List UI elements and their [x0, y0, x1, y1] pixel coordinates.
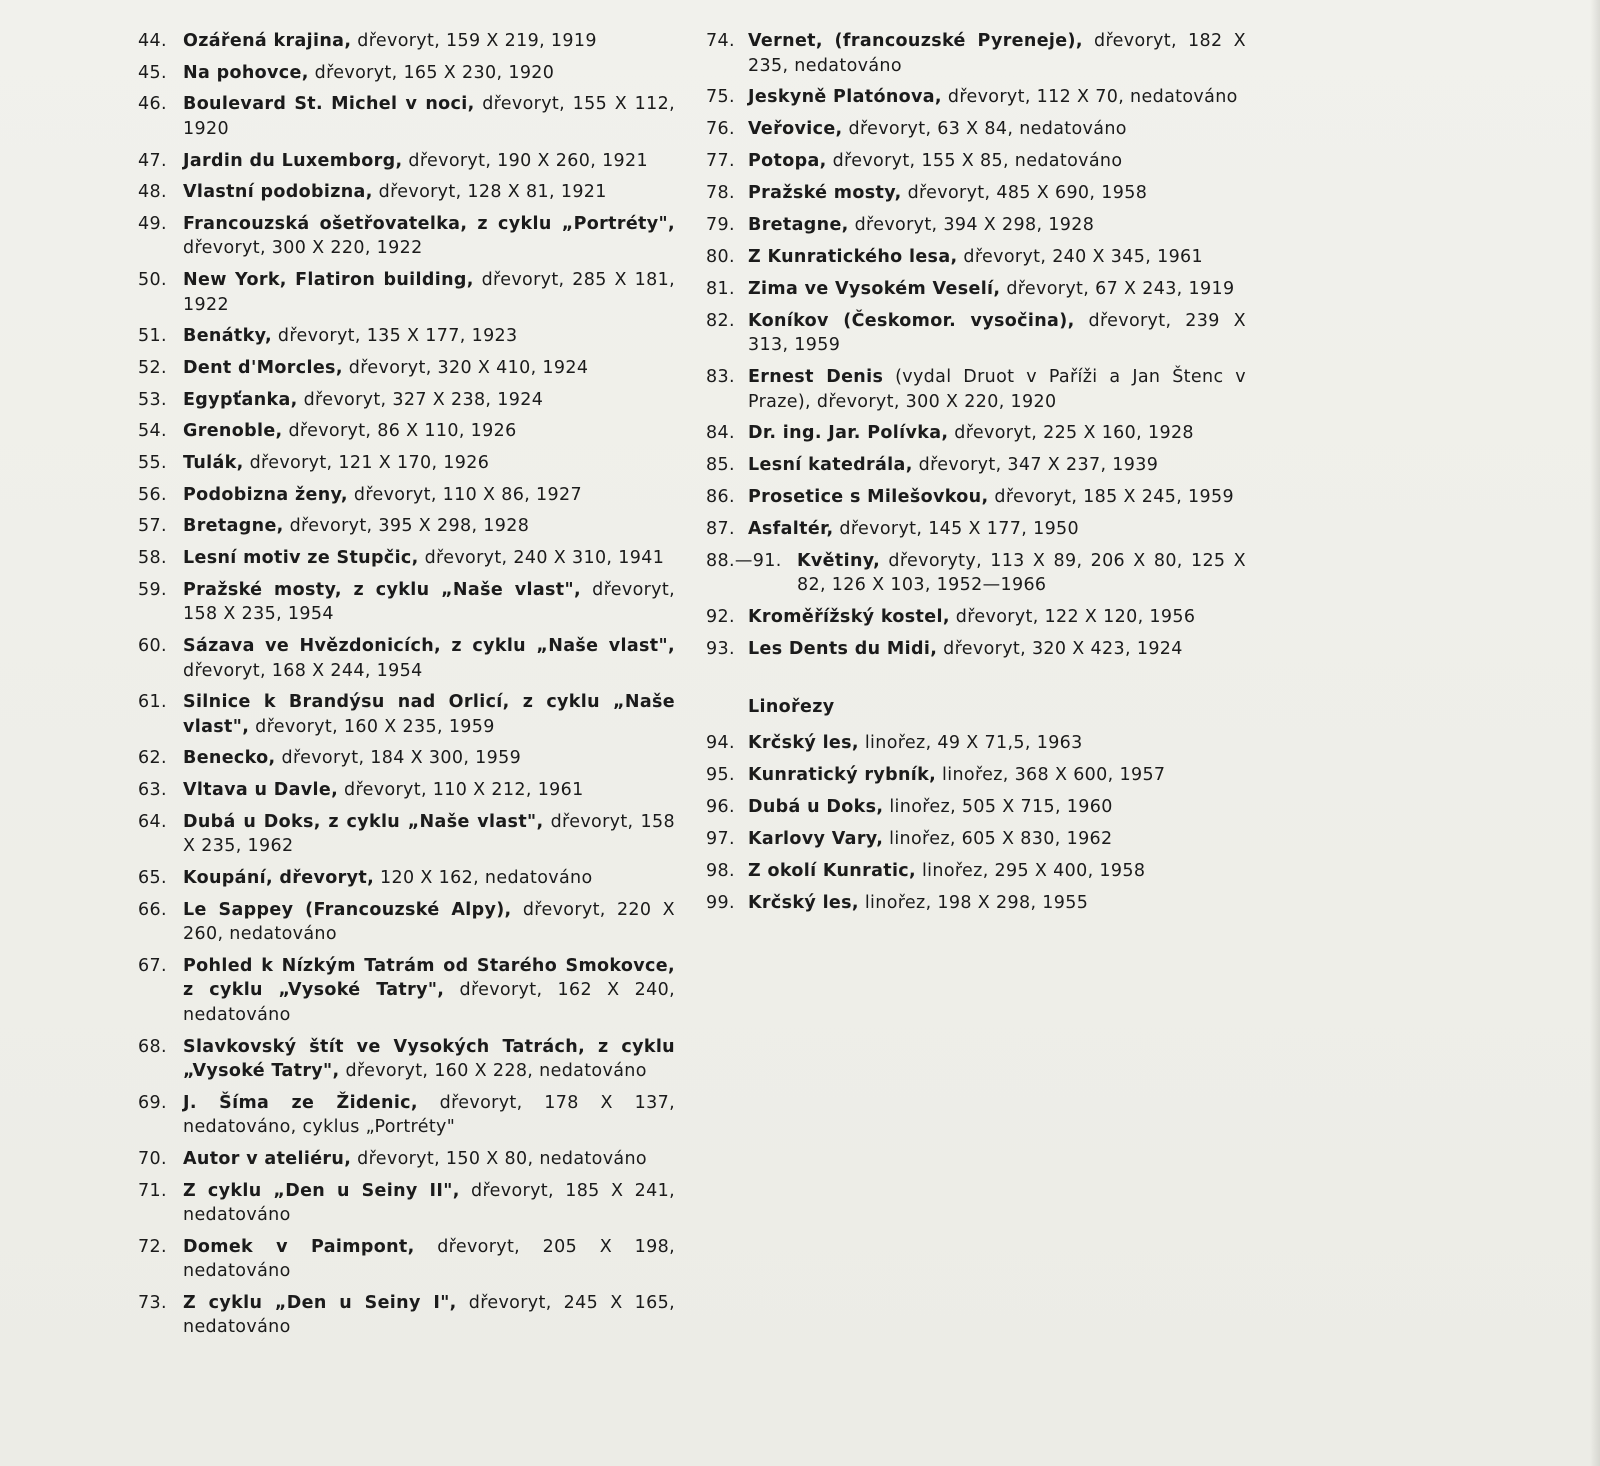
entry-title: Kunratický rybník,: [748, 765, 937, 786]
entry-title: Podobizna ženy,: [183, 484, 348, 505]
entry-title: New York, Flatiron building,: [183, 270, 474, 291]
entry-number: 75.: [706, 87, 735, 108]
entry-details: dřevoryt, 240 X 345, 1961: [963, 246, 1204, 267]
entry-description: [748, 731, 1246, 756]
entry-description: [748, 213, 1246, 238]
catalog-entry: [138, 898, 675, 947]
catalog-entry: [138, 451, 675, 476]
entry-details: dřevoryt, 239 X 313, 1959: [748, 310, 1246, 356]
catalog-entry: [138, 778, 675, 803]
entry-title: Le Sappey (Francouzské Alpy),: [183, 899, 512, 920]
entry-description: [183, 1291, 675, 1340]
entry-description: [183, 746, 675, 771]
entry-description: [797, 549, 1246, 598]
entry-title: Pražské mosty, z cyklu „Naše vlast",: [183, 579, 581, 600]
catalog-entry: [138, 149, 675, 174]
linocut-list: [706, 731, 1246, 915]
section-heading-linorezy: Linořezy: [748, 696, 835, 717]
entry-description: [748, 795, 1246, 820]
entry-details: dřevoryt, 485 X 690, 1958: [907, 183, 1148, 204]
entry-number: 55.: [138, 453, 167, 474]
entry-title: Z cyklu „Den u Seiny I",: [183, 1292, 457, 1313]
entry-details: dřevoryt, 320 X 423, 1924: [943, 639, 1183, 660]
entry-title: Koupání, dřevoryt,: [183, 867, 375, 888]
entry-title: Lesní katedrála,: [748, 455, 913, 476]
entry-number: 97.: [706, 828, 735, 849]
entry-title: Z Kunratického lesa,: [748, 246, 958, 267]
entry-description: [183, 388, 675, 413]
entry-number: 98.: [706, 860, 735, 881]
entry-description: [183, 578, 675, 627]
catalog-entry: [706, 149, 1246, 174]
entry-details: dřevoryt, 184 X 300, 1959: [281, 748, 522, 769]
entry-details: dřevoryt, 155 X 85, nedatováno: [832, 151, 1123, 172]
entry-title: Silnice k Brandýsu nad Orlicí, z cyklu „Naše vlast",: [183, 692, 675, 737]
catalog-entry: [138, 690, 675, 739]
entry-number: 56.: [138, 484, 167, 505]
entry-title: Vlastní podobizna,: [183, 182, 373, 203]
entry-title: Na pohovce,: [183, 62, 309, 83]
entry-title: Koníkov (Českomor. vysočina),: [748, 310, 1075, 331]
entry-title: Dubá u Doks,: [748, 797, 884, 818]
entry-description: [183, 149, 675, 174]
catalog-entry: [706, 763, 1246, 788]
entry-details: dřevoryt, 190 X 260, 1921: [408, 150, 649, 171]
entry-details: linořez, 605 X 830, 1962: [889, 828, 1113, 849]
entry-description: [183, 356, 675, 381]
entry-number: 82.: [706, 310, 735, 331]
catalog-entry: [706, 421, 1246, 446]
entry-description: [183, 268, 675, 317]
entry-details: dřevoryt, 145 X 177, 1950: [839, 519, 1080, 540]
entry-description: [183, 1235, 675, 1284]
entry-description: [748, 309, 1246, 358]
entry-title: Krčský les,: [748, 733, 859, 754]
entry-details: dřevoryt, 285 X 181, 1922: [183, 270, 675, 315]
entry-details: dřevoryt, 327 X 238, 1924: [303, 389, 544, 410]
entry-number: 52.: [138, 358, 167, 378]
catalog-entry: [138, 546, 675, 571]
entry-title: Kroměřížský kostel,: [748, 607, 950, 628]
catalog-entry: [706, 213, 1246, 238]
catalog-entry: [138, 1035, 675, 1084]
entry-details: dřevoryt, 121 X 170, 1926: [249, 453, 490, 474]
entry-title: Sázava ve Hvězdonicích, z cyklu „Naše vlast",: [183, 636, 675, 656]
entry-number: 80.: [706, 246, 735, 267]
entry-description: [748, 85, 1246, 110]
entry-details: dřevoryt, 168 X 244, 1954: [183, 660, 423, 681]
entry-number: 84.: [706, 423, 735, 444]
entry-description: [183, 690, 675, 739]
entry-number: 76.: [706, 119, 735, 140]
entry-number: 81.: [706, 278, 735, 299]
entry-number: 53.: [138, 389, 167, 410]
entry-description: [748, 181, 1246, 206]
entry-description: [183, 92, 675, 141]
catalog-entry: [706, 891, 1246, 916]
entry-details: dřevoryt, 135 X 177, 1923: [277, 326, 518, 347]
entry-number: 79.: [706, 214, 735, 235]
entry-details: dřevoryt, 394 X 298, 1928: [854, 214, 1095, 235]
entry-title: Lesní motiv ze Stupčic,: [183, 548, 419, 569]
catalog-entry: [706, 485, 1246, 510]
entry-description: [183, 514, 675, 539]
entry-title: Jardin du Luxemborg,: [183, 150, 403, 171]
entry-description: [183, 419, 675, 444]
entry-number: 64.: [138, 811, 167, 832]
entry-description: [183, 1179, 675, 1228]
entry-title: Slavkovský štít ve Vysokých Tatrách, z cyklu „Vysoké Tatry",: [183, 1036, 675, 1081]
entry-number: 95.: [706, 765, 735, 786]
entry-number: 44.: [138, 31, 167, 51]
entry-details: dřevoryt, 158 X 235, 1962: [183, 811, 675, 857]
entry-details: (vydal Druot v Paříži a Jan Štenc v Praze), dřevoryt, 300 X 220, 1920: [748, 367, 1246, 412]
entry-title: Jeskyně Platónova,: [748, 87, 942, 108]
entry-details: linořez, 295 X 400, 1958: [921, 860, 1146, 881]
entry-details: dřevoryt, 240 X 310, 1941: [424, 548, 665, 569]
entry-title: Z cyklu „Den u Seiny II",: [183, 1180, 460, 1201]
catalog-entry: [706, 549, 1246, 598]
entry-title: Dr. ing. Jar. Polívka,: [748, 423, 949, 444]
entry-description: [748, 605, 1246, 630]
catalog-entry: [138, 324, 675, 349]
entry-details: dřevoryt, 395 X 298, 1928: [289, 516, 530, 537]
entry-description: [748, 117, 1246, 142]
entry-number: 94.: [706, 733, 735, 754]
entry-title: Boulevard St. Michel v noci,: [183, 94, 475, 115]
catalog-entry: [138, 180, 675, 205]
catalog-entry: [706, 859, 1246, 884]
entry-details: linořez, 505 X 715, 1960: [889, 797, 1113, 818]
catalog-entry: [138, 212, 675, 261]
entry-title: Egypťanka,: [183, 389, 298, 410]
entry-title: Veřovice,: [748, 119, 843, 140]
entry-title: Benecko,: [183, 748, 276, 769]
catalog-entry: [706, 731, 1246, 756]
entry-number: 50.: [138, 270, 167, 291]
entry-number: 51.: [138, 326, 167, 347]
catalog-entry: [706, 795, 1246, 820]
entry-number: 83.: [706, 367, 735, 388]
entry-number: 93.: [706, 639, 735, 660]
catalog-entry: [706, 309, 1246, 358]
entry-title: Dubá u Doks, z cyklu „Naše vlast",: [183, 811, 544, 832]
entry-number: 72.: [138, 1236, 167, 1257]
entry-title: Bretagne,: [748, 214, 849, 235]
entry-description: [748, 517, 1246, 542]
entry-number: 92.: [706, 607, 735, 628]
catalog-entry: [706, 117, 1246, 142]
entry-details: dřevoryt, 150 X 80, nedatováno: [357, 1148, 647, 1169]
entry-details: dřevoryt, 86 X 110, 1926: [288, 421, 517, 442]
entry-details: linořez, 198 X 298, 1955: [864, 892, 1089, 913]
entry-number: 60.: [138, 636, 167, 656]
entry-details: dřevoryt, 185 X 245, 1959: [994, 487, 1234, 508]
entry-description: [748, 421, 1246, 446]
entry-title: Les Dents du Midi,: [748, 639, 938, 660]
entry-details: dřevoryt, 162 X 240, nedatováno: [183, 980, 675, 1025]
catalog-entry: [706, 29, 1246, 78]
entry-number: 67.: [138, 955, 167, 976]
entry-title: Autor v ateliéru,: [183, 1148, 352, 1169]
entry-details: dřevoryt, 63 X 84, nedatováno: [848, 119, 1127, 140]
right-column: [706, 29, 1246, 923]
entry-details: dřevoryt, 245 X 165, nedatováno: [183, 1292, 675, 1338]
catalog-entry: [138, 1147, 675, 1172]
entry-details: dřevoryt, 112 X 70, nedatováno: [947, 87, 1238, 108]
entry-details: dřevoryt, 67 X 243, 1919: [1006, 278, 1235, 299]
catalog-entry: [138, 1091, 675, 1140]
entry-details: dřevoryt, 320 X 410, 1924: [348, 358, 589, 378]
entry-description: [183, 324, 675, 349]
catalog-entry: [138, 483, 675, 508]
entry-title: Karlovy Vary,: [748, 828, 884, 849]
entry-description: [183, 810, 675, 859]
catalog-entry: [138, 92, 675, 141]
catalog-entry: [706, 605, 1246, 630]
entry-description: [748, 277, 1246, 302]
entry-description: [748, 485, 1246, 510]
page-edge-shadow: [1590, 0, 1600, 1466]
catalog-entry: [706, 827, 1246, 852]
entry-title: Ernest Denis: [748, 367, 884, 388]
catalog-entry: [706, 453, 1246, 478]
catalog-entry: [706, 277, 1246, 302]
catalog-entry: [138, 866, 675, 891]
catalog-entry: [138, 746, 675, 771]
entry-title: Dent d'Morcles,: [183, 358, 343, 378]
woodcut-list-continued: [706, 29, 1246, 662]
entry-description: [183, 546, 675, 571]
entry-number: 99.: [706, 892, 735, 913]
catalog-entry: [706, 245, 1246, 270]
entry-description: [748, 365, 1246, 414]
entry-number: 66.: [138, 899, 167, 920]
catalog-entry: [706, 85, 1246, 110]
entry-number: 73.: [138, 1292, 167, 1313]
catalog-entry: [138, 514, 675, 539]
entry-details: dřevoryt, 110 X 212, 1961: [344, 780, 584, 801]
catalog-entry: [138, 634, 675, 683]
entry-details: 120 X 162, nedatováno: [380, 867, 593, 888]
entry-title: Tulák,: [183, 453, 244, 474]
entry-description: [183, 180, 675, 205]
entry-details: dřevoryt, 128 X 81, 1921: [378, 182, 607, 203]
catalog-entry: [138, 61, 675, 86]
entry-description: [748, 763, 1246, 788]
entry-details: dřevoryt, 165 X 230, 1920: [314, 62, 555, 83]
entry-description: [183, 483, 675, 508]
entry-title: Grenoble,: [183, 421, 283, 442]
entry-title: Vernet, (francouzské Pyreneje),: [748, 31, 1083, 51]
entry-title: J. Šíma ze Židenic,: [183, 1092, 418, 1113]
entry-details: dřevoryty, 113 X 89, 206 X 80, 125 X 82, 126 X 103, 1952—1966: [797, 550, 1246, 596]
catalog-entry: [138, 578, 675, 627]
catalog-entry: [706, 365, 1246, 414]
entry-number: 77.: [706, 151, 735, 172]
entry-details: linořez, 49 X 71,5, 1963: [864, 733, 1083, 754]
entry-description: [748, 245, 1246, 270]
entry-title: Benátky,: [183, 326, 272, 347]
entry-title: Pražské mosty,: [748, 183, 902, 204]
entry-description: [748, 827, 1246, 852]
entry-description: [748, 637, 1246, 662]
entry-title: Prosetice s Milešovkou,: [748, 487, 989, 508]
entry-title: Pohled k Nízkým Tatrám od Starého Smokovce, z cyklu „Vysoké Tatry",: [183, 955, 675, 1001]
entry-number: 85.: [706, 455, 735, 476]
entry-title: Bretagne,: [183, 516, 284, 537]
entry-number: 54.: [138, 421, 167, 442]
entry-details: dřevoryt, 300 X 220, 1922: [183, 238, 423, 259]
catalog-entry: [706, 181, 1246, 206]
entry-number: 74.: [706, 31, 735, 51]
catalog-entry: [138, 29, 675, 54]
entry-description: [183, 212, 675, 261]
entry-description: [183, 451, 675, 476]
entry-title: Vltava u Davle,: [183, 780, 339, 801]
entry-number: 71.: [138, 1180, 167, 1201]
entry-details: dřevoryt, 185 X 241, nedatováno: [183, 1180, 675, 1226]
entry-details: dřevoryt, 347 X 237, 1939: [918, 455, 1159, 476]
entry-details: dřevoryt, 160 X 235, 1959: [255, 716, 495, 737]
entry-description: [183, 778, 675, 803]
catalog-entry: [138, 419, 675, 444]
entry-description: [748, 891, 1246, 916]
entry-details: dřevoryt, 110 X 86, 1927: [353, 484, 582, 505]
entry-number: 96.: [706, 797, 735, 818]
entry-title: Domek v Paimpont,: [183, 1236, 415, 1257]
entry-number: 88.—91.: [706, 550, 782, 571]
catalog-entry: [138, 356, 675, 381]
entry-description: [183, 1035, 675, 1084]
catalog-entry: [138, 388, 675, 413]
entry-number: 48.: [138, 182, 167, 203]
catalog-entry: [138, 268, 675, 317]
entry-details: dřevoryt, 159 X 219, 1919: [357, 31, 597, 51]
entry-title: Zima ve Vysokém Veselí,: [748, 278, 1001, 299]
entry-number: 47.: [138, 150, 167, 171]
entry-title: Krčský les,: [748, 892, 859, 913]
catalog-entry: [138, 1235, 675, 1284]
entry-description: [183, 954, 675, 1028]
entry-number: 57.: [138, 516, 167, 537]
entry-number: 61.: [138, 692, 167, 713]
catalog-entry: [706, 637, 1246, 662]
entry-description: [183, 1091, 675, 1140]
entry-description: [183, 61, 675, 86]
entry-details: dřevoryt, 225 X 160, 1928: [954, 423, 1194, 444]
entry-details: dřevoryt, 178 X 137, nedatováno, cyklus „Portréty": [183, 1092, 675, 1138]
catalog-entry: [138, 810, 675, 859]
entry-number: 62.: [138, 748, 167, 769]
entry-title: Asfaltér,: [748, 519, 834, 540]
entry-description: [183, 898, 675, 947]
entry-number: 87.: [706, 519, 735, 540]
entry-title: Ozářená krajina,: [183, 31, 352, 51]
entry-details: dřevoryt, 158 X 235, 1954: [183, 579, 675, 625]
entry-details: dřevoryt, 160 X 228, nedatováno: [345, 1061, 647, 1081]
entry-number: 65.: [138, 867, 167, 888]
entry-number: 78.: [706, 183, 735, 204]
entry-description: [748, 859, 1246, 884]
left-column: [138, 29, 675, 1347]
entry-description: [183, 29, 675, 54]
entry-number: 46.: [138, 94, 167, 115]
entry-title: Francouzská ošetřovatelka, z cyklu „Portréty",: [183, 213, 675, 234]
entry-description: [748, 149, 1246, 174]
entry-title: Květiny,: [797, 550, 881, 571]
entry-number: 45.: [138, 62, 167, 83]
entry-details: dřevoryt, 220 X 260, nedatováno: [183, 899, 675, 945]
entry-details: dřevoryt, 182 X 235, nedatováno: [748, 31, 1246, 76]
entry-number: 58.: [138, 548, 167, 569]
entry-title: Potopa,: [748, 151, 827, 172]
entry-number: 68.: [138, 1036, 167, 1057]
entry-number: 49.: [138, 213, 167, 234]
entry-number: 63.: [138, 780, 167, 801]
catalog-entry: [138, 954, 675, 1028]
entry-details: dřevoryt, 155 X 112, 1920: [183, 94, 675, 139]
entry-description: [748, 453, 1246, 478]
entry-number: 86.: [706, 487, 735, 508]
catalog-entry: [138, 1291, 675, 1340]
entry-details: linořez, 368 X 600, 1957: [942, 765, 1166, 786]
entry-description: [183, 1147, 675, 1172]
entry-number: 59.: [138, 579, 167, 600]
catalog-entry: [706, 517, 1246, 542]
catalog-entry: [138, 1179, 675, 1228]
entry-number: 70.: [138, 1148, 167, 1169]
entry-description: [748, 29, 1246, 78]
entry-details: dřevoryt, 205 X 198, nedatováno: [183, 1236, 675, 1282]
entry-number: 69.: [138, 1092, 167, 1113]
entry-title: Z okolí Kunratic,: [748, 860, 917, 881]
entry-details: dřevoryt, 122 X 120, 1956: [955, 607, 1196, 628]
entry-description: [183, 866, 675, 891]
entry-description: [183, 634, 675, 683]
